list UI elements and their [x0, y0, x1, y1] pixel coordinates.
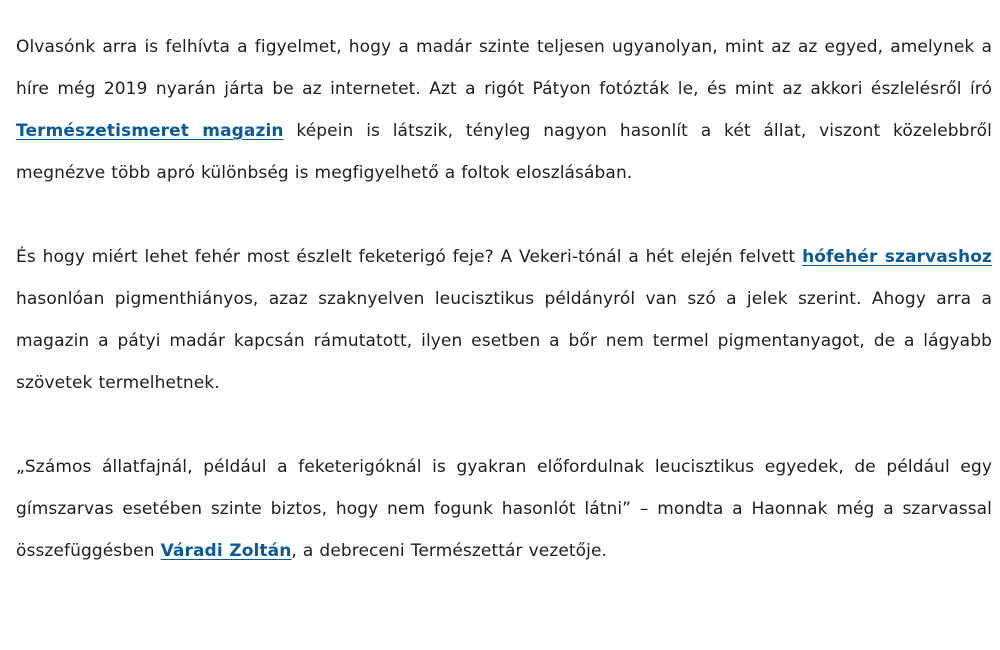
paragraph-2-text-end: hasonlóan pigmenthiányos, azaz szaknyelven leucisztikus példányról van szó a jelek szerint. Ahogy arra a magazin a pátyi madár kapcsán rámutatott, ilyen esetben a bőr nem termel pigmentanyagot, de a lágyabb szövetek termelhetnek.: [16, 289, 992, 393]
link-hofeher-szarvashoz[interactable]: hófehér szarvashoz: [802, 247, 992, 267]
link-termeszetismeret-magazin[interactable]: Természetismeret magazin: [16, 121, 284, 141]
paragraph-2-text-start: És hogy miért lehet fehér most észlelt feketerigó feje? A Vekeri-tónál a hét elején felvett: [16, 247, 803, 267]
paragraph-3-text-start: „Számos állatfajnál, például a feketerigóknál is gyakran előfordulnak leucisztikus egyedek, de például egy gímszarvas esetében szinte biztos, hogy nem fogunk hasonlót látni” – mondta a Haonnak még a szarvassal összefüggésben: [16, 457, 992, 561]
paragraph-1: [16, 26, 992, 194]
paragraph-2: [16, 236, 992, 404]
paragraph-1-text-end: képein is látszik, tényleg nagyon hasonlít a két állat, viszont közelebbről megnézve több apró különbség is megfigyelhető a foltok eloszlásában.: [16, 121, 992, 183]
paragraph-3-text-end: , a debreceni Természettár vezetője.: [291, 541, 608, 561]
link-varadi-zoltan[interactable]: Váradi Zoltán: [160, 541, 292, 561]
paragraph-3: [16, 446, 992, 572]
article-body: [16, 26, 992, 572]
paragraph-1-text-start: Olvasónk arra is felhívta a figyelmet, hogy a madár szinte teljesen ugyanolyan, mint az az egyed, amelynek a híre még 2019 nyarán járta be az internetet. Azt a rigót Pátyon fotózták le, és mint az akkori észlelésről író: [16, 37, 992, 99]
